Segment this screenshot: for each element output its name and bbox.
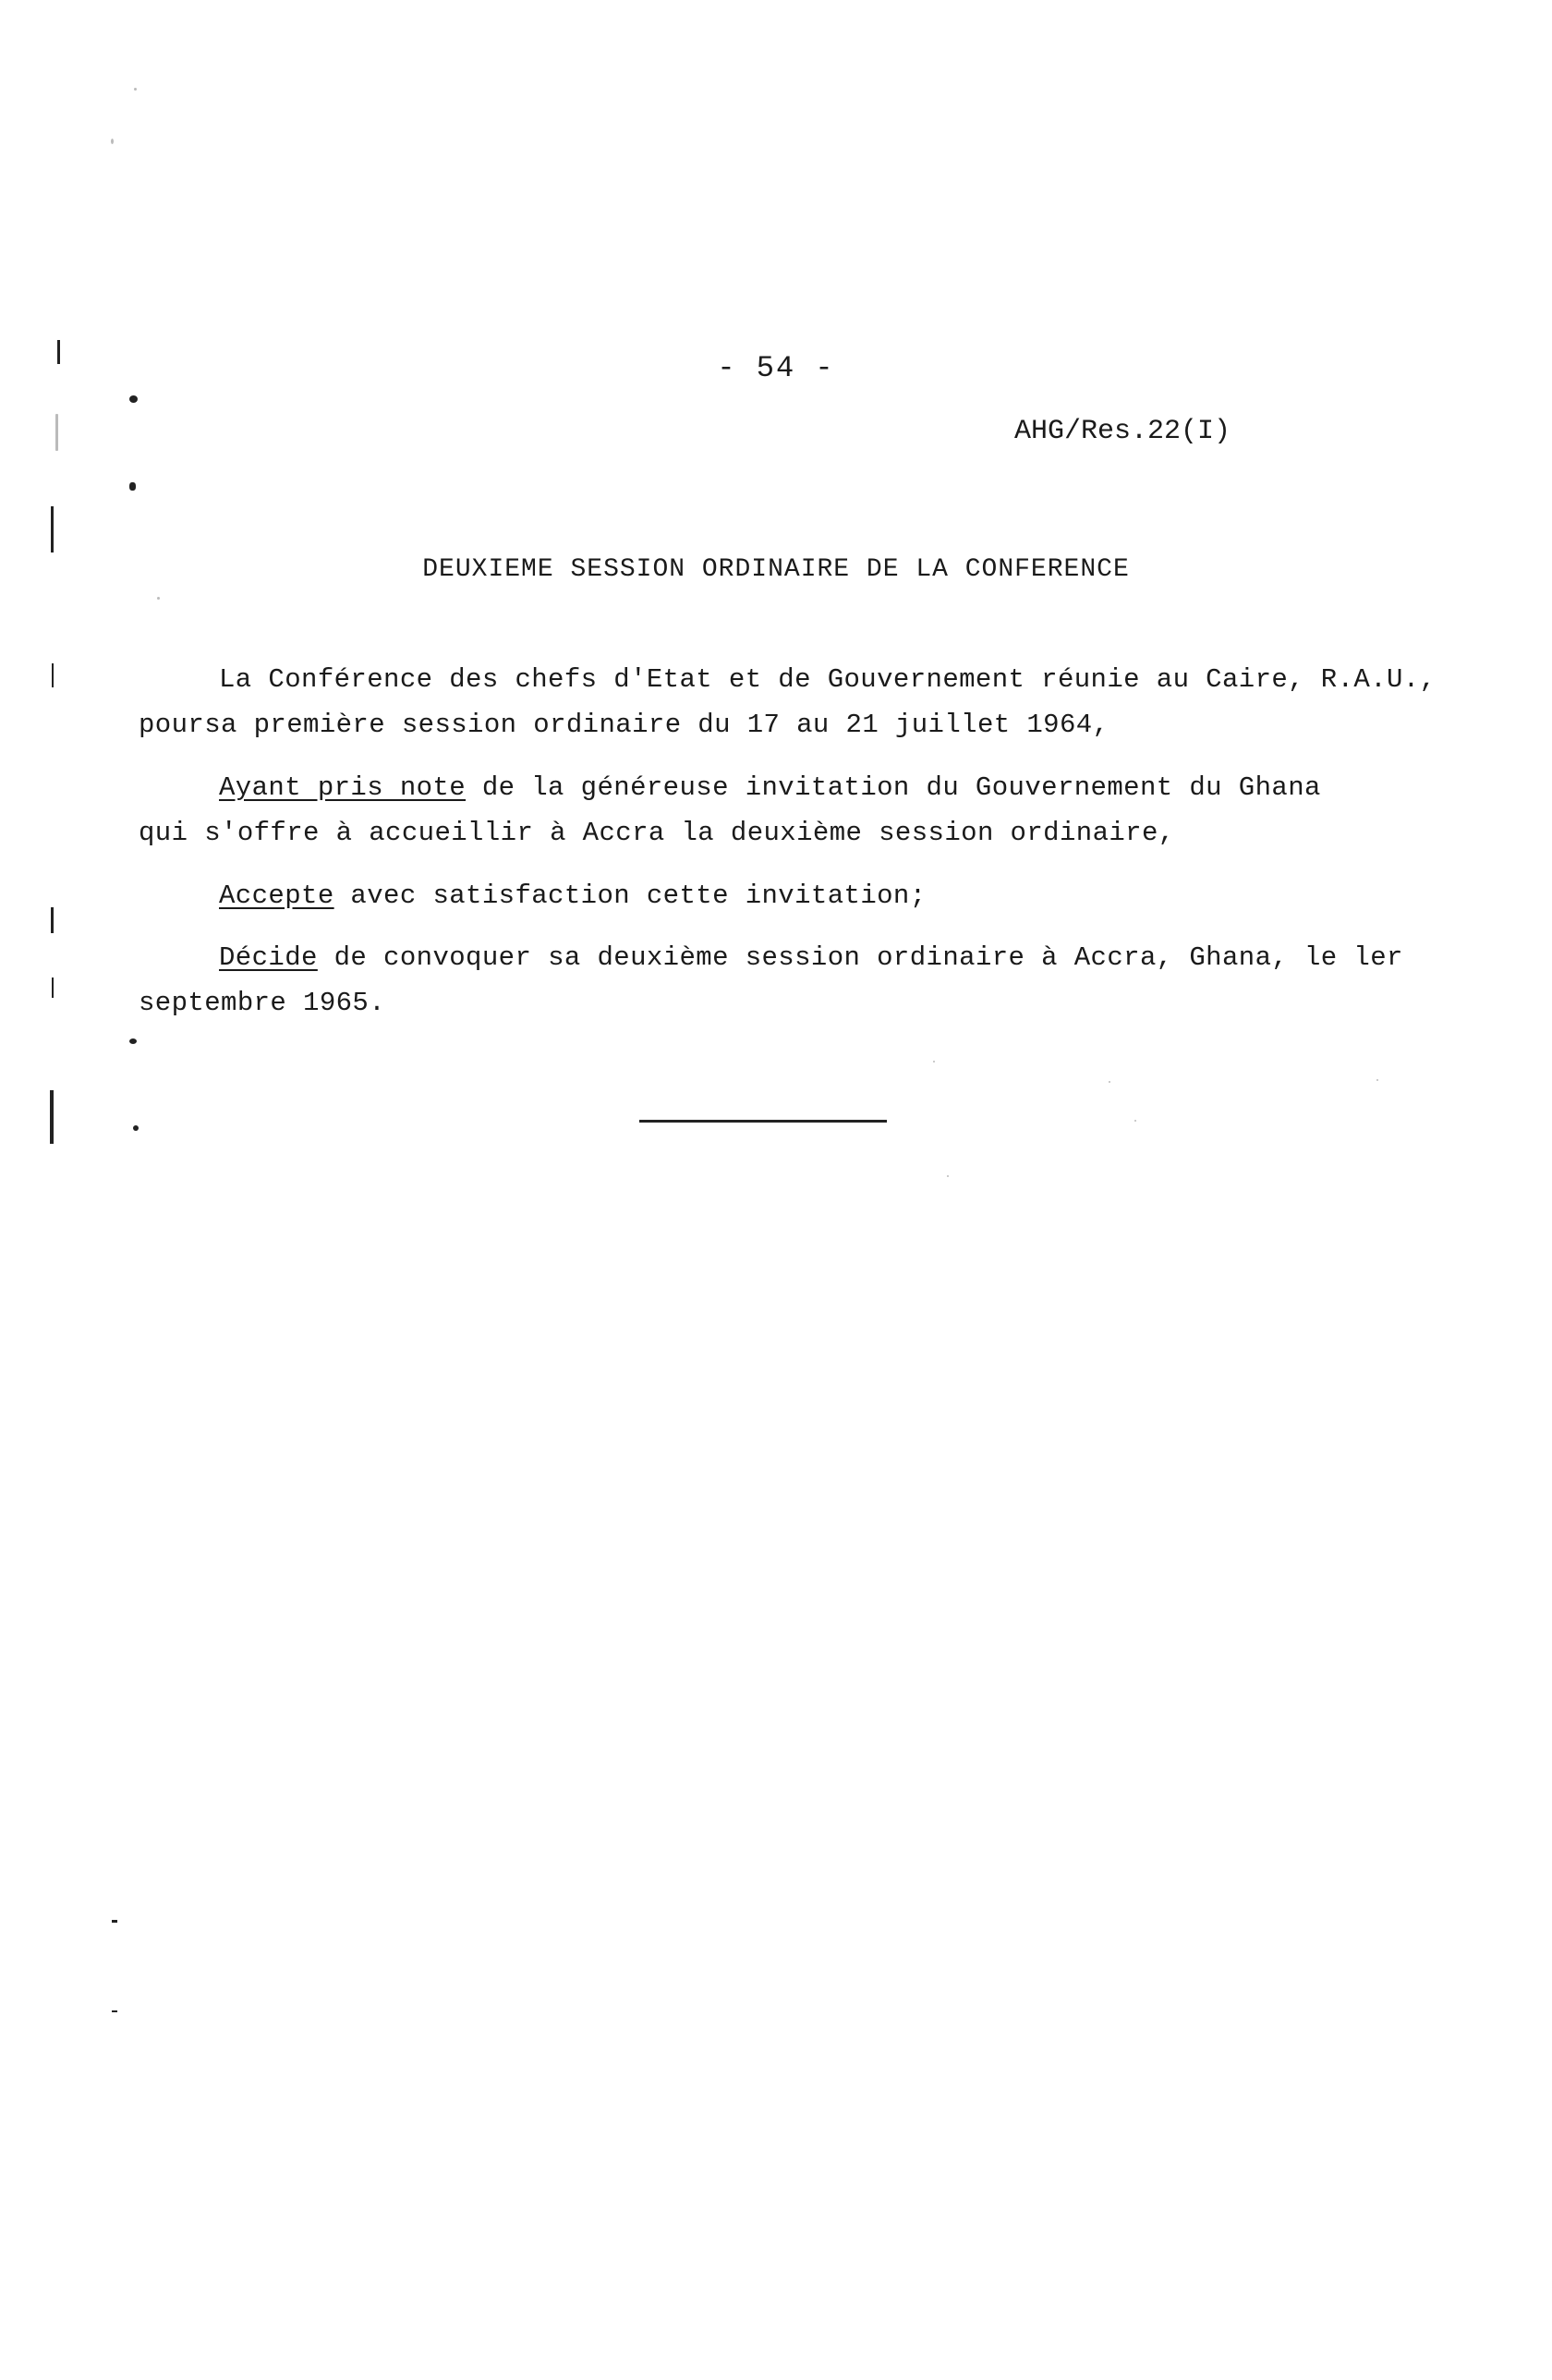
page-number: - 54 - [717, 351, 835, 385]
paragraph-1-line-1: La Conférence des chefs d'Etat et de Gouvernement réunie au Caire, R.A.U., [219, 664, 1437, 695]
paragraph-3 [219, 880, 927, 911]
resolution-heading: DEUXIEME SESSION ORDINAIRE DE LA CONFERENCE [422, 555, 1130, 584]
paragraph-2-text: de la généreuse invitation du Gouvernement du Ghana [466, 772, 1321, 803]
paragraph-3-lead: Accepte [219, 880, 334, 911]
scan-speck [111, 139, 114, 144]
scan-speck [157, 597, 160, 600]
scan-mark [50, 1090, 54, 1144]
paragraph-4-lead: Décide [219, 942, 318, 973]
scan-speck [933, 1061, 935, 1062]
scan-mark [52, 663, 54, 687]
paragraph-2-lead: Ayant pris note [219, 772, 467, 803]
scan-mark [129, 482, 136, 491]
paragraph-2-line-2: qui s'offre à accueillir à Accra la deuxième session ordinaire, [139, 818, 1175, 848]
resolution-reference: AHG/Res.22(I) [1014, 416, 1231, 447]
scan-mark [52, 978, 54, 998]
scan-mark [129, 395, 138, 403]
scan-mark [112, 2010, 117, 2012]
paragraph-4-line-1 [219, 942, 1403, 973]
scan-speck [1109, 1081, 1110, 1083]
scan-mark [57, 340, 60, 364]
scan-mark [51, 907, 54, 933]
scan-speck [1376, 1079, 1378, 1081]
scan-mark [51, 506, 54, 552]
scan-mark [129, 1038, 137, 1044]
scan-speck [55, 414, 58, 451]
paragraph-1-line-2: poursa première session ordinaire du 17 au 21 juillet 1964, [139, 710, 1109, 740]
paragraph-2-line-1 [219, 772, 1321, 803]
closing-rule [639, 1120, 887, 1123]
scan-speck [134, 88, 137, 91]
scan-mark [133, 1125, 139, 1131]
scan-speck [1134, 1120, 1136, 1122]
scan-speck [947, 1175, 949, 1177]
paragraph-4-text: de convoquer sa deuxième session ordinaire à Accra, Ghana, le ler [317, 942, 1403, 973]
paragraph-3-text: avec satisfaction cette invitation; [333, 880, 927, 911]
paragraph-4-line-2: septembre 1965. [139, 988, 386, 1018]
scan-mark [112, 1920, 117, 1923]
